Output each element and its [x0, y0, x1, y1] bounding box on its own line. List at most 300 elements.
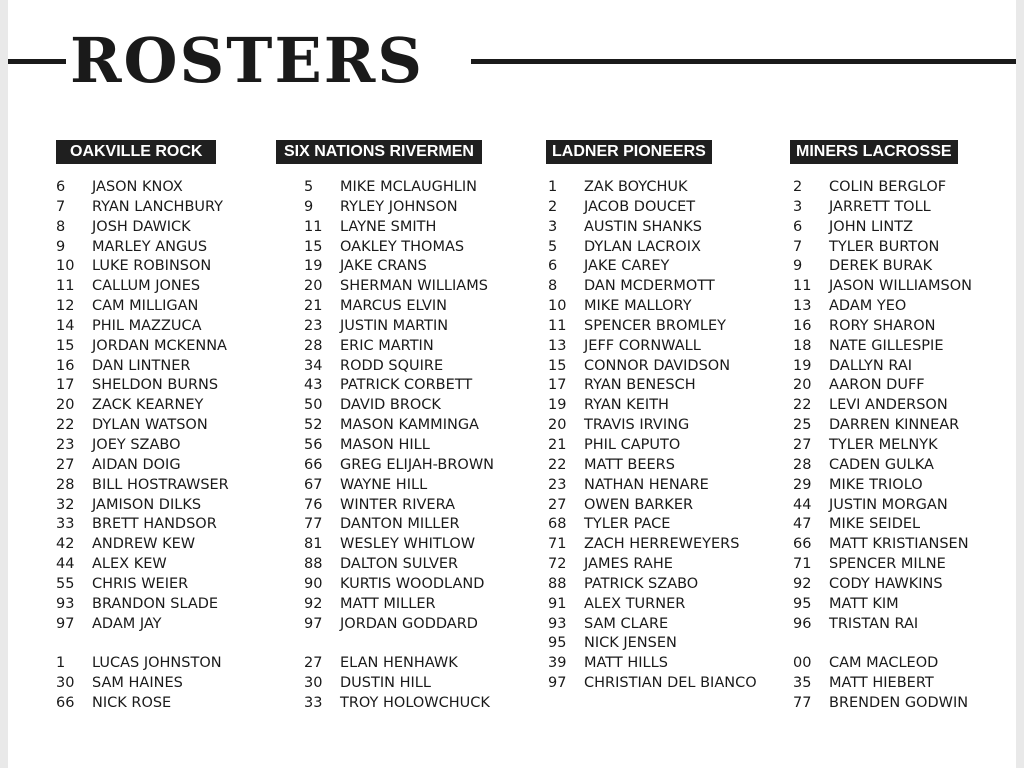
player-name: CAM MILLIGAN [92, 298, 199, 315]
player-number: 12 [56, 298, 75, 315]
title-row [8, 24, 1016, 97]
player-row [548, 297, 757, 317]
player-name: ALEX KEW [92, 556, 167, 573]
player-row [56, 674, 229, 694]
player-name: MARCUS ELVIN [340, 298, 448, 315]
player-row [793, 515, 972, 535]
player-name: CHRISTIAN DEL BIANCO [584, 675, 757, 692]
player-name: CALLUM JONES [92, 278, 201, 295]
player-name: RYLEY JOHNSON [340, 198, 458, 215]
player-row [56, 515, 229, 535]
player-row [56, 575, 229, 595]
player-number: 97 [56, 615, 75, 632]
player-number: 67 [304, 476, 323, 493]
player-number: 27 [304, 655, 323, 672]
player-name: RYAN LANCHBURY [92, 198, 224, 215]
player-name: PATRICK CORBETT [340, 377, 473, 394]
player-row [548, 317, 757, 337]
player-number: 77 [304, 516, 323, 533]
player-name: MARLEY ANGUS [92, 238, 208, 255]
player-row [56, 178, 229, 198]
player-name: JASON KNOX [92, 179, 183, 195]
player-row [56, 198, 229, 218]
player-row [548, 595, 757, 615]
player-number: 30 [56, 675, 75, 692]
player-number: 14 [56, 317, 75, 334]
player-number: 20 [793, 377, 812, 394]
player-row [548, 674, 757, 694]
player-name: SHELDON BURNS [92, 377, 219, 394]
player-number: 1 [548, 179, 558, 195]
player-number: 28 [56, 476, 75, 493]
player-row [304, 436, 494, 456]
player-number: 56 [304, 436, 323, 453]
player-row [548, 337, 757, 357]
player-name: DALTON SULVER [340, 556, 459, 573]
player-number: 29 [793, 476, 812, 493]
player-row [793, 277, 972, 297]
team-column-miners-lacrosse [790, 140, 972, 714]
player-row [304, 595, 494, 615]
player-number: 23 [548, 476, 567, 493]
player-row [304, 277, 494, 297]
player-name: DARREN KINNEAR [829, 417, 960, 434]
player-row [548, 277, 757, 297]
player-row [793, 376, 972, 396]
player-number: 27 [548, 496, 567, 513]
player-row [304, 674, 494, 694]
player-name: DANTON MILLER [340, 516, 460, 533]
team-header: SIX NATIONS RIVERMEN [276, 140, 482, 164]
player-name: MATT KRISTIANSEN [829, 536, 969, 553]
player-number: 10 [56, 258, 75, 275]
player-number: 21 [304, 298, 323, 315]
player-number: 8 [56, 218, 66, 235]
player-number: 44 [56, 556, 75, 573]
player-name: DAN LINTNER [92, 357, 191, 374]
player-row [56, 535, 229, 555]
player-name: TROY HOLOWCHUCK [340, 694, 490, 711]
player-row [793, 238, 972, 258]
player-number: 68 [548, 516, 567, 533]
player-number: 39 [548, 655, 567, 672]
player-row [304, 535, 494, 555]
player-name: PHIL MAZZUCA [92, 317, 202, 334]
player-name: JORDAN MCKENNA [92, 337, 227, 354]
player-row [548, 257, 757, 277]
player-name: MASON HILL [340, 436, 430, 453]
player-row [304, 297, 494, 317]
player-row [304, 575, 494, 595]
player-row [793, 535, 972, 555]
player-number: 7 [793, 238, 803, 255]
player-number: 52 [304, 417, 323, 434]
team-column-oakville-rock [56, 140, 229, 714]
player-number: 25 [793, 417, 812, 434]
player-number: 3 [793, 198, 803, 215]
player-row [793, 178, 972, 198]
player-number: 28 [304, 337, 323, 354]
player-name: TRAVIS IRVING [584, 417, 690, 434]
player-row [793, 317, 972, 337]
player-name: RORY SHARON [829, 317, 936, 334]
player-name: JOEY SZABO [92, 436, 181, 453]
player-number: 93 [548, 615, 567, 632]
player-number: 20 [304, 278, 323, 295]
player-row [548, 376, 757, 396]
player-row [793, 416, 972, 436]
player-row [793, 694, 972, 714]
player-number: 47 [793, 516, 812, 533]
player-name: SHERMAN WILLIAMS [340, 278, 488, 295]
player-number: 21 [548, 436, 567, 453]
player-row [304, 218, 494, 238]
player-number: 2 [548, 198, 558, 215]
player-name: NATE GILLESPIE [829, 337, 944, 354]
player-number: 30 [304, 675, 323, 692]
player-number: 16 [56, 357, 75, 374]
player-row [548, 615, 757, 635]
player-name: WAYNE HILL [340, 476, 428, 493]
player-row [56, 218, 229, 238]
player-name: BRANDON SLADE [92, 595, 219, 612]
player-name: GREG ELIJAH-BROWN [340, 456, 495, 473]
player-name: TYLER PACE [584, 516, 671, 533]
player-number: 11 [548, 317, 567, 334]
player-row [793, 257, 972, 277]
player-number: 11 [56, 278, 75, 295]
player-number: 2 [793, 179, 803, 195]
player-name: SAM CLARE [584, 615, 669, 632]
page-title: ROSTERS [70, 24, 425, 97]
player-name: JAKE CRANS [340, 258, 427, 275]
player-row [56, 595, 229, 615]
player-number: 92 [304, 595, 323, 612]
player-name: NATHAN HENARE [584, 476, 709, 493]
player-name: JORDAN GODDARD [340, 615, 478, 632]
player-row [793, 654, 972, 674]
player-row [793, 555, 972, 575]
player-name: JASON WILLIAMSON [829, 278, 972, 295]
player-row [56, 496, 229, 516]
player-row [56, 238, 229, 258]
player-list [56, 178, 229, 714]
player-number: 90 [304, 575, 323, 592]
player-name: BILL HOSTRAWSER [92, 476, 229, 493]
player-number: 91 [548, 595, 567, 612]
player-number: 76 [304, 496, 323, 513]
player-name: ADAM YEO [829, 298, 907, 315]
player-number: 11 [793, 278, 812, 295]
player-number: 95 [548, 635, 567, 652]
player-row [548, 535, 757, 555]
player-row [304, 456, 494, 476]
player-name: DALLYN RAI [829, 357, 913, 374]
player-list [276, 178, 494, 714]
player-name: BRENDEN GODWIN [829, 694, 969, 711]
player-name: ERIC MARTIN [340, 337, 434, 354]
player-row [56, 436, 229, 456]
player-number: 43 [304, 377, 323, 394]
player-name: MIKE SEIDEL [829, 516, 921, 533]
player-row [793, 615, 972, 635]
player-row [56, 476, 229, 496]
player-row [793, 496, 972, 516]
player-name: DAVID BROCK [340, 397, 441, 414]
player-number: 96 [793, 615, 812, 632]
player-number: 27 [56, 456, 75, 473]
player-row [793, 198, 972, 218]
player-name: ZACK KEARNEY [92, 397, 204, 414]
player-number: 77 [793, 694, 812, 711]
player-name: NICK JENSEN [584, 635, 677, 652]
player-number: 6 [56, 179, 66, 195]
player-number: 19 [304, 258, 323, 275]
player-number: 44 [793, 496, 812, 513]
player-name: NICK ROSE [92, 694, 172, 711]
player-row [548, 178, 757, 198]
player-row [548, 218, 757, 238]
player-list [546, 178, 757, 694]
player-name: WINTER RIVERA [340, 496, 456, 513]
player-number: 15 [548, 357, 567, 374]
team-header: OAKVILLE ROCK [56, 140, 216, 164]
player-number: 66 [56, 694, 75, 711]
player-row [793, 297, 972, 317]
player-number: 71 [548, 536, 567, 553]
player-row [56, 456, 229, 476]
player-number: 22 [548, 456, 567, 473]
player-number: 00 [793, 655, 812, 672]
player-row [56, 297, 229, 317]
player-number: 9 [304, 198, 314, 215]
player-name: CHRIS WEIER [92, 575, 189, 592]
player-number: 27 [793, 436, 812, 453]
player-name: MIKE MCLAUGHLIN [340, 179, 477, 195]
player-name: SPENCER BROMLEY [584, 317, 726, 334]
player-number: 20 [548, 417, 567, 434]
player-name: JOSH DAWICK [92, 218, 191, 235]
player-number: 19 [548, 397, 567, 414]
player-number: 6 [793, 218, 803, 235]
player-row [56, 257, 229, 277]
player-number: 92 [793, 575, 812, 592]
player-name: CAM MACLEOD [829, 655, 939, 672]
player-number: 10 [548, 298, 567, 315]
player-row [304, 357, 494, 377]
title-rule-right [471, 59, 1016, 64]
player-number: 17 [56, 377, 75, 394]
player-number: 23 [56, 436, 75, 453]
player-row [793, 595, 972, 615]
row-spacer [304, 634, 494, 654]
player-number: 97 [548, 675, 567, 692]
player-name: ZAK BOYCHUK [584, 179, 688, 195]
player-number: 35 [793, 675, 812, 692]
player-row [56, 376, 229, 396]
player-row [793, 436, 972, 456]
player-row [304, 178, 494, 198]
player-name: CADEN GULKA [829, 456, 934, 473]
player-row [56, 396, 229, 416]
player-number: 81 [304, 536, 323, 553]
player-name: ZACH HERREWEYERS [584, 536, 740, 553]
player-name: MATT HIEBERT [829, 675, 934, 692]
player-name: PHIL CAPUTO [584, 436, 681, 453]
row-spacer [793, 634, 972, 654]
roster-page [8, 0, 1016, 768]
player-name: SPENCER MILNE [829, 556, 946, 573]
player-number: 55 [56, 575, 75, 592]
player-name: TRISTAN RAI [829, 615, 919, 632]
player-row [548, 396, 757, 416]
player-row [56, 555, 229, 575]
player-number: 13 [548, 337, 567, 354]
player-row [304, 476, 494, 496]
player-row [548, 654, 757, 674]
player-number: 88 [548, 575, 567, 592]
player-number: 15 [56, 337, 75, 354]
player-row [56, 357, 229, 377]
player-row [304, 396, 494, 416]
player-name: JAKE CAREY [584, 258, 670, 275]
player-name: LUKE ROBINSON [92, 258, 212, 275]
player-row [304, 694, 494, 714]
player-name: ALEX TURNER [584, 595, 686, 612]
player-number: 88 [304, 556, 323, 573]
player-row [56, 337, 229, 357]
player-row [304, 555, 494, 575]
player-row [548, 634, 757, 654]
player-row [793, 396, 972, 416]
player-row [56, 416, 229, 436]
player-name: DEREK BURAK [829, 258, 933, 275]
player-name: COLIN BERGLOF [829, 179, 947, 195]
player-row [304, 257, 494, 277]
player-number: 66 [304, 456, 323, 473]
player-name: RYAN BENESCH [584, 377, 696, 394]
player-name: LEVI ANDERSON [829, 397, 948, 414]
player-number: 19 [793, 357, 812, 374]
player-name: ELAN HENHAWK [340, 655, 458, 672]
player-name: DYLAN LACROIX [584, 238, 701, 255]
player-name: JUSTIN MARTIN [340, 317, 449, 334]
player-row [304, 515, 494, 535]
player-number: 5 [304, 179, 314, 195]
player-name: TYLER MELNYK [829, 436, 938, 453]
player-number: 66 [793, 536, 812, 553]
player-row [548, 436, 757, 456]
player-name: JACOB DOUCET [584, 198, 696, 215]
player-number: 13 [793, 298, 812, 315]
player-number: 34 [304, 357, 323, 374]
player-number: 42 [56, 536, 75, 553]
player-row [548, 555, 757, 575]
team-header: LADNER PIONEERS [546, 140, 712, 164]
player-row [56, 317, 229, 337]
player-name: TYLER BURTON [829, 238, 940, 255]
player-row [793, 218, 972, 238]
player-row [304, 416, 494, 436]
player-number: 32 [56, 496, 75, 513]
player-name: PATRICK SZABO [584, 575, 699, 592]
player-number: 33 [304, 694, 323, 711]
player-row [56, 654, 229, 674]
player-name: MATT BEERS [584, 456, 675, 473]
team-column-six-nations-rivermen [276, 140, 494, 714]
player-row [548, 357, 757, 377]
player-number: 93 [56, 595, 75, 612]
player-number: 18 [793, 337, 812, 354]
player-name: MIKE MALLORY [584, 298, 692, 315]
player-number: 95 [793, 595, 812, 612]
player-name: DYLAN WATSON [92, 417, 208, 434]
player-number: 50 [304, 397, 323, 414]
player-name: BRETT HANDSOR [92, 516, 217, 533]
player-name: AARON DUFF [829, 377, 925, 394]
player-number: 3 [548, 218, 558, 235]
player-row [793, 674, 972, 694]
player-name: LAYNE SMITH [340, 218, 437, 235]
player-row [304, 317, 494, 337]
team-header: MINERS LACROSSE [790, 140, 958, 164]
player-name: JARRETT TOLL [829, 198, 931, 215]
player-name: KURTIS WOODLAND [340, 575, 485, 592]
player-name: MATT MILLER [340, 595, 436, 612]
player-number: 16 [793, 317, 812, 334]
player-name: OWEN BARKER [584, 496, 694, 513]
player-number: 28 [793, 456, 812, 473]
player-row [548, 198, 757, 218]
player-row [548, 515, 757, 535]
team-column-ladner-pioneers [546, 140, 757, 694]
player-name: JOHN LINTZ [829, 218, 914, 235]
player-row [304, 337, 494, 357]
player-name: WESLEY WHITLOW [340, 536, 476, 553]
title-rule-left [8, 59, 66, 64]
player-number: 9 [793, 258, 803, 275]
player-number: 71 [793, 556, 812, 573]
player-name: JAMISON DILKS [92, 496, 202, 513]
player-name: JAMES RAHE [584, 556, 673, 573]
player-name: DAN MCDERMOTT [584, 278, 715, 295]
player-number: 33 [56, 516, 75, 533]
player-number: 9 [56, 238, 66, 255]
player-number: 22 [793, 397, 812, 414]
player-name: LUCAS JOHNSTON [92, 655, 222, 672]
player-row [548, 238, 757, 258]
player-number: 15 [304, 238, 323, 255]
player-row [548, 575, 757, 595]
player-number: 1 [56, 655, 66, 672]
player-name: SAM HAINES [92, 675, 183, 692]
player-name: AIDAN DOIG [92, 456, 181, 473]
player-row [548, 476, 757, 496]
player-number: 7 [56, 198, 66, 215]
player-number: 11 [304, 218, 323, 235]
player-number: 23 [304, 317, 323, 334]
player-name: RODD SQUIRE [340, 357, 444, 374]
player-number: 20 [56, 397, 75, 414]
player-row [56, 694, 229, 714]
player-row [304, 615, 494, 635]
player-name: CONNOR DAVIDSON [584, 357, 731, 374]
player-row [304, 376, 494, 396]
row-spacer [56, 634, 229, 654]
player-name: RYAN KEITH [584, 397, 669, 414]
player-row [304, 654, 494, 674]
player-number: 6 [548, 258, 558, 275]
